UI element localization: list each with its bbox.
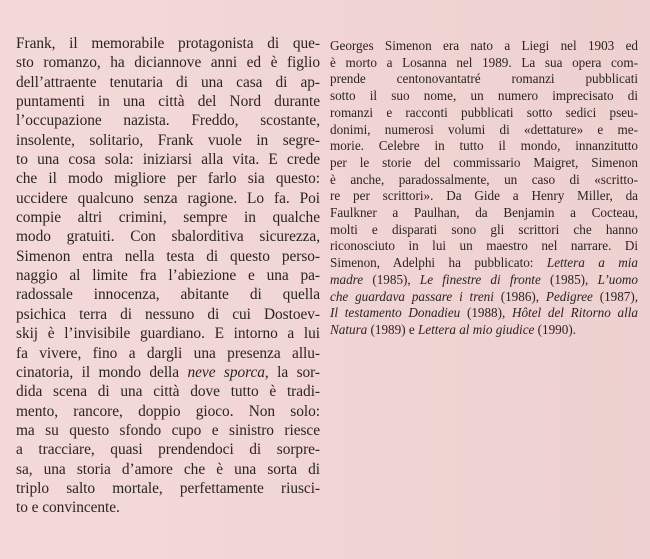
italic-title-text: Pedigree: [545, 288, 593, 304]
body-text: morie. Celebre in tutto il mondo, innanzitutto: [330, 138, 638, 154]
author-bio-line: [330, 155, 638, 172]
body-text: a tracciare, quasi prendendoci di sorpre-: [16, 441, 320, 459]
body-text: per le storie del commissario Maigret, Simenon: [330, 154, 638, 170]
body-text: (1985),: [363, 271, 420, 287]
author-bio-line: [330, 255, 638, 272]
author-bio-line: [330, 222, 638, 239]
synopsis-line: [16, 53, 320, 72]
synopsis-line: [16, 498, 320, 517]
synopsis-line: [16, 227, 320, 246]
italic-title-text: madre: [330, 271, 364, 287]
author-bio-line: [330, 238, 638, 255]
body-text: è morto a Losanna nel 1989. La sua opera com-: [330, 54, 638, 70]
synopsis-line: [16, 363, 320, 382]
body-text: romanzi e racconti pubblicati sotto sedici pseu-: [330, 104, 638, 120]
body-text: to una cosa sola: iniziarsi alla vita. E crede: [16, 151, 320, 169]
synopsis-line: [16, 344, 320, 363]
body-text: Faulkner a Paulhan, da Benjamin a Cocteau,: [330, 205, 638, 221]
italic-title-text: neve sporca: [187, 363, 265, 381]
body-text: insolente, solitario, Frank vuole in segre-: [16, 131, 320, 149]
italic-title-text: L’uomo: [597, 271, 638, 287]
italic-title-text: che guardava passare i treni: [330, 288, 494, 304]
author-bio-line: [330, 38, 638, 55]
body-text: (1987),: [592, 288, 639, 304]
body-text: dida scena di una città dove tutto è tradi-: [16, 383, 320, 401]
synopsis-line: [16, 189, 320, 208]
synopsis-line: [16, 111, 320, 130]
body-text: sa, una storia d’amore che è una sorta di: [16, 460, 320, 478]
body-text: (1990).: [534, 321, 576, 337]
italic-title-text: Le finestre di fronte: [419, 271, 541, 287]
author-bio-line: [330, 322, 638, 339]
body-text: naggio al limite fra l’abiezione e una pa-: [16, 267, 320, 285]
body-text: puntamenti in una città del Nord durante: [16, 93, 320, 111]
body-text: skij è l’invisibile guardiano. E intorno a lui: [16, 325, 320, 343]
synopsis-line: [16, 73, 320, 92]
synopsis-line: [16, 285, 320, 304]
body-text: triplo salto mortale, perfettamente riusci-: [16, 479, 320, 497]
body-text: ma su questo sfondo cupo e sinistro riesce: [16, 421, 320, 439]
body-text: sotto il suo nome, un numero imprecisato di: [330, 88, 638, 104]
author-bio-line: [330, 88, 638, 105]
author-bio-line: [330, 105, 638, 122]
author-bio-line: [330, 138, 638, 155]
synopsis-line: [16, 479, 320, 498]
author-bio-line: [330, 172, 638, 189]
synopsis-line: [16, 421, 320, 440]
body-text: to e convincente.: [16, 499, 120, 517]
synopsis-line: [16, 169, 320, 188]
italic-title-text: Lettera al mio giudice: [417, 321, 535, 337]
body-text: dell’attraente tenutaria di una casa di ap-: [16, 73, 320, 91]
synopsis-column: [16, 34, 320, 518]
body-text: cinatoria, il mondo della: [16, 363, 188, 381]
body-text: (1989) e: [367, 321, 418, 337]
body-text: psichica terra di nessuno di cui Dostoev-: [16, 305, 320, 323]
body-text: radossale innocenza, abitante di quella: [16, 286, 320, 304]
author-bio-line: [330, 205, 638, 222]
body-text: Simenon entra nella testa di questo perso-: [16, 247, 320, 265]
author-bio-line: [330, 55, 638, 72]
synopsis-line: [16, 34, 320, 53]
body-text: donimi, numerosi volumi di «dettature» e me-: [330, 121, 638, 137]
body-text: l’occupazione nazista. Freddo, scostante,: [16, 112, 320, 130]
body-text: che il modo migliore per farlo sia questo:: [16, 170, 320, 188]
synopsis-line: [16, 131, 320, 150]
synopsis-line: [16, 208, 320, 227]
body-text: riconosciuto in lui un maestro nel narrare. Di: [330, 238, 638, 254]
body-text: uccidere qualcuno senza ragione. Lo fa. Poi: [16, 189, 320, 207]
italic-title-text: Lettera a mia: [546, 255, 638, 271]
synopsis-line: [16, 382, 320, 401]
synopsis-line: [16, 460, 320, 479]
synopsis-line: [16, 247, 320, 266]
synopsis-line: [16, 305, 320, 324]
body-text: mento, rancore, doppio gioco. Non solo:: [16, 402, 320, 420]
author-bio-line: [330, 289, 638, 306]
author-bio-line: [330, 71, 638, 88]
italic-title-text: Il testamento Donadieu: [330, 305, 461, 321]
synopsis-line: [16, 440, 320, 459]
body-text: compie altri crimini, sempre in qualche: [16, 209, 320, 227]
body-text: (1985),: [540, 271, 598, 287]
italic-title-text: Natura: [330, 321, 368, 337]
synopsis-line: [16, 324, 320, 343]
synopsis-line: [16, 150, 320, 169]
author-bio-line: [330, 122, 638, 139]
body-text: re per scrittori». Da Gide a Henry Miller, da: [330, 188, 638, 204]
body-text: è anche, paradossalmente, un caso di «scritto-: [330, 171, 638, 187]
body-text: (1986),: [493, 288, 546, 304]
author-bio-column: [330, 38, 638, 339]
synopsis-line: [16, 266, 320, 285]
body-text: fa vivere, fino a dargli una presenza allu-: [16, 344, 320, 362]
synopsis-line: [16, 402, 320, 421]
body-text: Simenon, Adelphi ha pubblicato:: [330, 255, 547, 271]
body-text: prende centonovantatré romanzi pubblicati: [330, 71, 638, 87]
body-text: sto romanzo, ha diciannove anni ed è figlio: [16, 54, 320, 72]
body-text: (1988),: [460, 305, 512, 321]
author-bio-line: [330, 188, 638, 205]
body-text: modo gratuiti. Con sbalorditiva sicurezza,: [16, 228, 320, 246]
body-text: molti e disparati sono gli scrittori che hanno: [330, 221, 638, 237]
synopsis-line: [16, 92, 320, 111]
body-text: Georges Simenon era nato a Liegi nel 1903 ed: [330, 38, 638, 53]
body-text: Frank, il memorabile protagonista di que-: [16, 35, 320, 52]
author-bio-line: [330, 305, 638, 322]
author-bio-line: [330, 272, 638, 289]
italic-title-text: Hôtel del Ritorno alla: [511, 305, 638, 321]
body-text: , la sor-: [264, 363, 320, 381]
